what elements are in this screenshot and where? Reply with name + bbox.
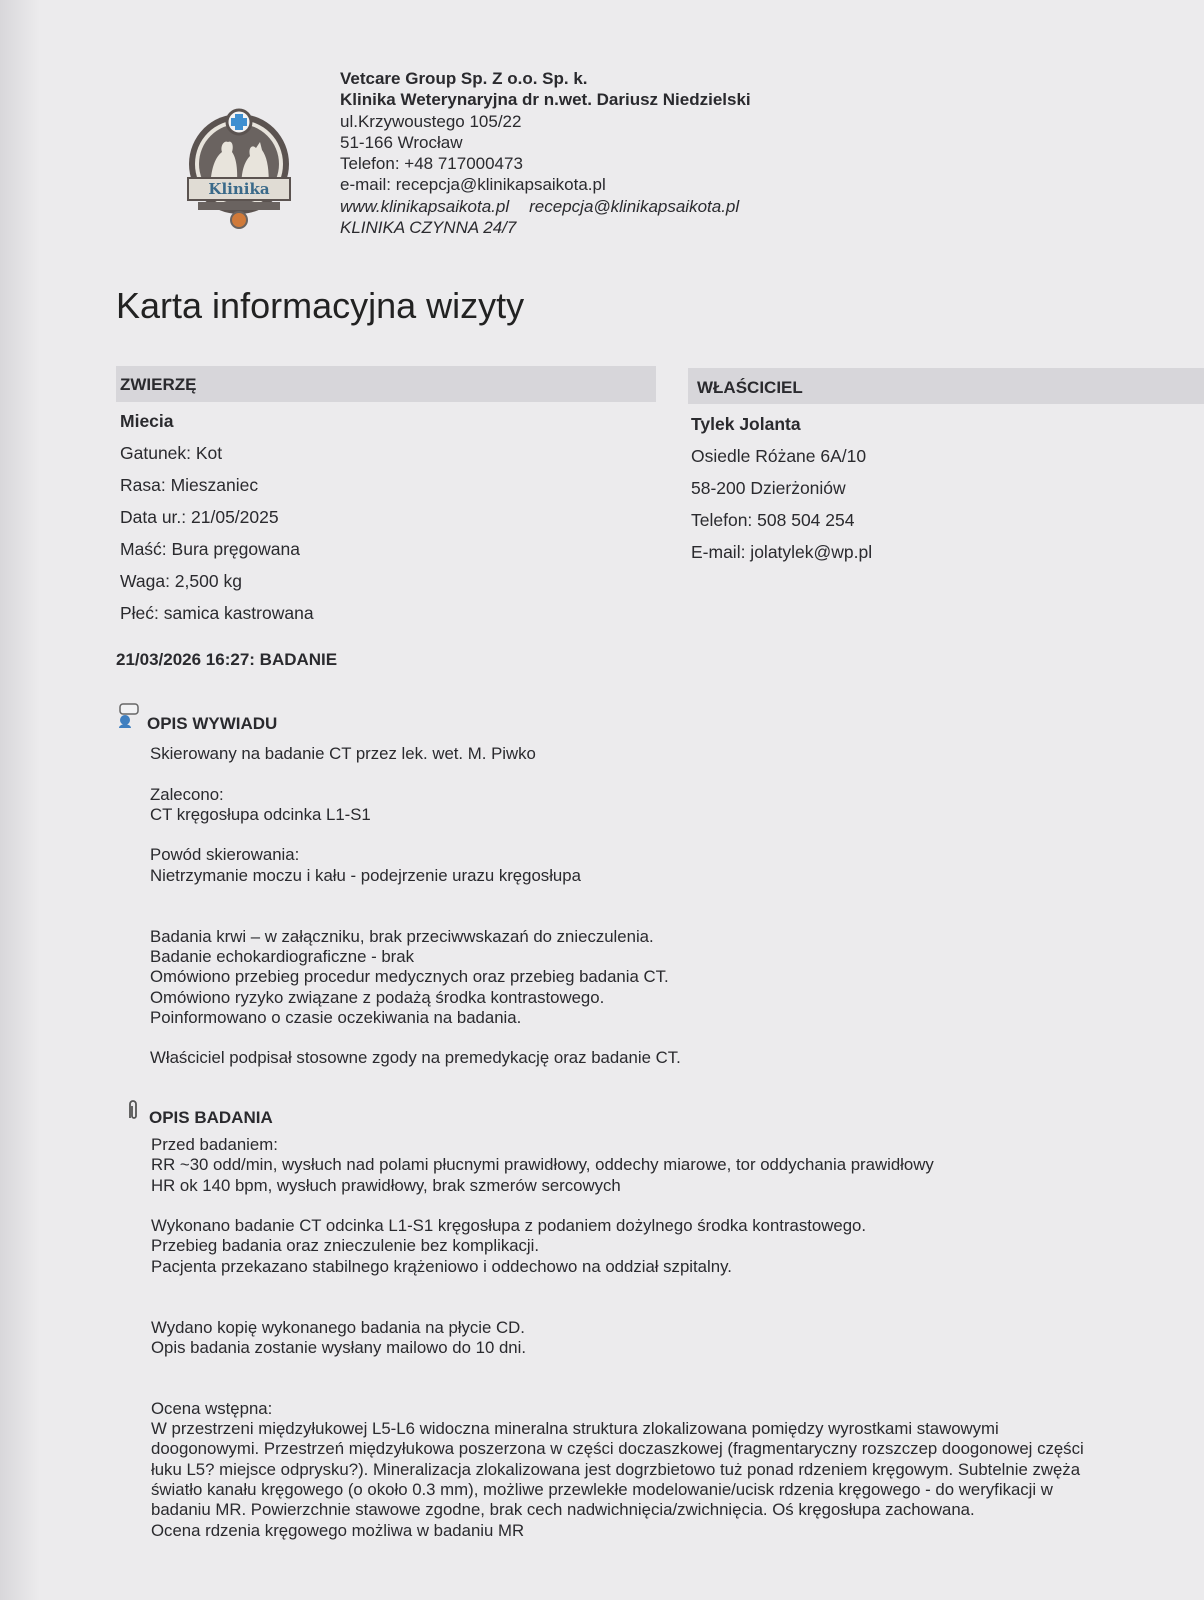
clinic-logo <box>184 108 294 232</box>
clinic-company: Vetcare Group Sp. Z o.o. Sp. k. <box>340 69 588 88</box>
exam-line: Wykonano badanie CT odcinka L1-S1 kręgosłupa z podaniem dożylnego środka kontrastowego. <box>151 1216 867 1236</box>
clinic-hours: KLINIKA CZYNNA 24/7 <box>340 218 517 238</box>
exam-line: HR ok 140 bpm, wysłuch prawidłowy, brak szmerów sercowych <box>151 1175 621 1195</box>
animal-name: Miecia <box>120 411 174 431</box>
interview-line: Właściciel podpisał stosowne zgody na premedykację oraz badanie CT. <box>150 1048 681 1068</box>
clinic-web-row <box>340 196 751 217</box>
paperclip-icon <box>126 1098 140 1122</box>
clinic-website: www.klinikapsaikota.pl <box>340 196 510 216</box>
blank-line <box>151 1196 1084 1216</box>
blank-line <box>150 906 681 926</box>
owner-email: E-mail: jolatylek@wp.pl <box>691 542 873 562</box>
animal-section-header: ZWIERZĘ <box>120 375 197 394</box>
blank-line <box>151 1277 1084 1297</box>
exam-line: Wydano kopię wykonanego badania na płycie CD. <box>151 1317 525 1337</box>
page-edge-shadow <box>0 0 40 1600</box>
blank-line <box>150 886 681 906</box>
animal-breed: Rasa: Mieszaniec <box>120 475 259 495</box>
interview-line: Powód skierowania: <box>150 845 300 865</box>
exam-line: doogonowymi. Przestrzeń międzyłukowa poszerzona w części doczaszkowej (fragmentaryczny rozszczep doogonowej części <box>151 1439 1084 1459</box>
interview-line: Omówiono ryzyko związane z podażą środka kontrastowego. <box>150 987 605 1007</box>
interview-line: CT kręgosłupa odcinka L1-S1 <box>150 804 371 824</box>
clinic-city: 51-166 Wrocław <box>340 132 463 152</box>
clinic-email-2: recepcja@klinikapsaikota.pl <box>529 196 740 216</box>
interview-line: Badania krwi – w załączniku, brak przeciwwskazań do znieczulenia. <box>150 926 654 946</box>
exam-line: Opis badania zostanie wysłany mailowo do 10 dni. <box>151 1337 526 1357</box>
exam-line: Przebieg badania oraz znieczulenie bez komplikacji. <box>151 1236 540 1256</box>
interview-line: Omówiono przebieg procedur medycznych oraz przebieg badania CT. <box>150 967 669 987</box>
exam-line: Ocena rdzenia kręgowego możliwa w badaniu MR <box>151 1520 525 1540</box>
animal-color: Maść: Bura pręgowana <box>120 539 300 559</box>
interview-icon <box>116 702 142 728</box>
exam-line: W przestrzeni międzyłukowej L5-L6 widoczna mineralna struktura zlokalizowana pomiędzy wyrostkami stawowymi <box>151 1419 999 1439</box>
animal-dob: Data ur.: 21/05/2025 <box>120 507 279 527</box>
logo-wordmark: Klinika <box>208 180 270 198</box>
clinic-email: e-mail: recepcja@klinikapsaikota.pl <box>340 175 606 195</box>
animal-details <box>120 405 314 629</box>
visit-header: 21/03/2026 16:27: BADANIE <box>116 650 338 669</box>
interview-line: Zalecono: <box>150 784 224 804</box>
blank-line <box>151 1297 1084 1317</box>
owner-details <box>691 408 872 568</box>
interview-text <box>150 744 681 1069</box>
owner-name: Tylek Jolanta <box>691 414 801 434</box>
interview-section-header: OPIS WYWIADU <box>147 714 278 733</box>
animal-weight: Waga: 2,500 kg <box>120 571 242 591</box>
owner-phone: Telefon: 508 504 254 <box>691 510 855 530</box>
exam-line: Przed badaniem: <box>151 1135 278 1154</box>
owner-city: 58-200 Dzierżoniów <box>691 478 846 498</box>
interview-line: Badanie echokardiograficzne - brak <box>150 946 414 966</box>
exam-line: badaniu MR. Powierzchnie stawowe zgodne, brak cech nadwichnięcia/zwichnięcia. Oś kręgosłupa zachowana. <box>151 1500 975 1520</box>
blank-line <box>150 1028 681 1048</box>
animal-species: Gatunek: Kot <box>120 443 223 463</box>
exam-line: Pacjenta przekazano stabilnego krążeniowo i oddechowo na oddział szpitalny. <box>151 1256 732 1276</box>
interview-line: Nietrzymanie moczu i kału - podejrzenie urazu kręgosłupa <box>150 865 581 885</box>
clinic-header <box>340 68 751 238</box>
blank-line <box>151 1379 1084 1399</box>
blank-line <box>151 1358 1084 1378</box>
interview-line: Poinformowano o czasie oczekiwania na badania. <box>150 1007 522 1027</box>
animal-header-bar <box>116 366 656 402</box>
interview-line: Skierowany na badanie CT przez lek. wet. M. Piwko <box>150 744 536 763</box>
clinic-street: ul.Krzywoustego 105/22 <box>340 111 522 131</box>
exam-text <box>151 1135 1084 1541</box>
exam-section-header: OPIS BADANIA <box>149 1108 273 1127</box>
animal-sex: Płeć: samica kastrowana <box>120 603 314 623</box>
clinic-phone: Telefon: +48 717000473 <box>340 154 523 174</box>
clinic-name: Klinika Weterynaryjna dr n.wet. Dariusz Niedzielski <box>340 90 751 110</box>
owner-section-header: WŁAŚCICIEL <box>697 378 803 397</box>
owner-address: Osiedle Różane 6A/10 <box>691 446 867 466</box>
blank-line <box>150 764 681 784</box>
exam-line: światło kanału kręgowego (o około 0.3 mm), możliwe przewlekłe modelowanie/ucisk rdzenia kręgowego - do weryfikacji w <box>151 1480 1053 1500</box>
exam-line: Ocena wstępna: <box>151 1398 273 1418</box>
blank-line <box>150 825 681 845</box>
exam-line: RR ~30 odd/min, wysłuch nad polami płucnymi prawidłowy, oddechy miarowe, tor oddychania prawidłowy <box>151 1155 934 1175</box>
exam-line: łuku L5? miejsce odprysku?). Mineralizacja zlokalizowana jest dogrzbietowo tuż ponad rdzeniem kręgowym. Subtelnie zwęża <box>151 1459 1081 1479</box>
page-title: Karta informacyjna wizyty <box>116 285 525 326</box>
